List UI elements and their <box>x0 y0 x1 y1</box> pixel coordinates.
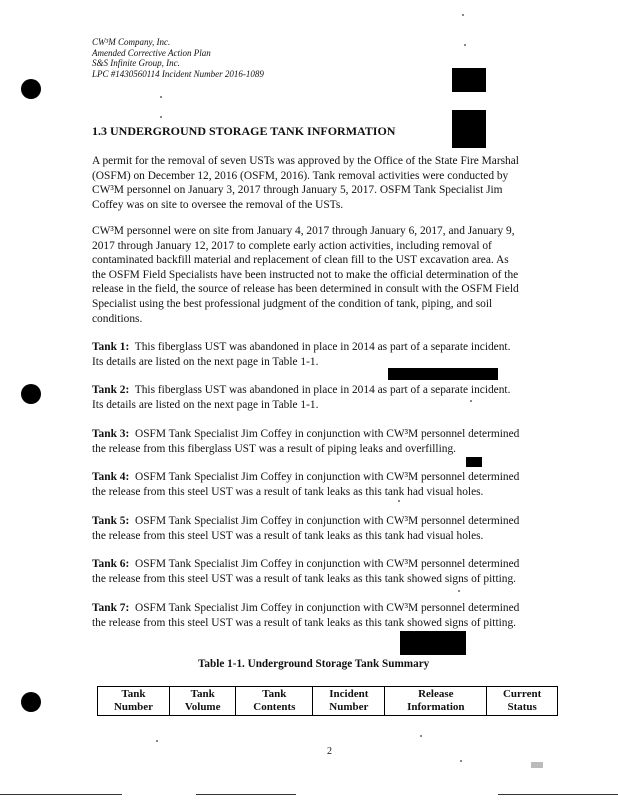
text-line: the release from this fiberglass UST was a result of piping leaks and overfilling. <box>92 442 456 455</box>
punch-hole-top <box>21 79 41 99</box>
header-incident: LPC #1430560114 Incident Number 2016-1089 <box>92 68 264 79</box>
col-tank-volume: Tank Volume <box>169 687 235 716</box>
redaction-bar-4 <box>466 457 482 467</box>
scan-artifact <box>531 762 543 768</box>
text-line: release in the field, the source of release has been determined in consult with the OSFM Field <box>92 283 519 296</box>
redaction-block-5 <box>400 631 466 655</box>
scan-speck <box>160 96 162 98</box>
text-line: This fiberglass UST was abandoned in place in 2014 as part of a separate incident. <box>134 384 511 396</box>
tank-label: Tank 2: <box>92 384 130 396</box>
text-line: the OSFM Field Specialists have been instructed not to make the official determination of the <box>92 268 519 281</box>
scan-edge-line-left <box>0 794 122 795</box>
tank-label: Tank 5: <box>92 515 130 527</box>
text-line: Coffey was on site to oversee the removal of the USTs. <box>92 198 344 211</box>
tank-7-paragraph <box>92 601 572 630</box>
redaction-block-2 <box>452 110 486 148</box>
tank-label: Tank 4: <box>92 471 130 483</box>
col-current-status: Current Status <box>487 687 558 716</box>
text-line: OSFM Tank Specialist Jim Coffey in conjunction with CW³M personnel determined <box>134 428 520 440</box>
tank-5-paragraph <box>92 514 572 543</box>
text-line: the release from this steel UST was a result of tank leaks as this tank showed signs of pitting. <box>92 616 517 629</box>
text-line: CW³M personnel were on site from January 4, 2017 through January 6, 2017, and January 9, <box>92 225 515 237</box>
scan-speck <box>420 735 422 737</box>
scan-edge-line-right <box>498 794 618 795</box>
text-line: the release from this steel UST was a result of tank leaks as this tank had visual holes. <box>92 529 484 542</box>
col-tank-contents: Tank Contents <box>236 687 313 716</box>
punch-hole-bottom <box>21 692 41 712</box>
text-line: 2017 through January 12, 2017 to complete early action activities, including removal of <box>92 239 492 252</box>
text-line: the release from this steel UST was a result of tank leaks as this tank showed signs of pitting. <box>92 572 517 585</box>
scan-speck <box>398 500 400 502</box>
text-line: (OSFM) on December 12, 2016 (OSFM, 2016). Tank removal activities were conducted by <box>92 169 509 182</box>
scan-edge-line-center <box>196 794 296 795</box>
text-line: CW³M personnel on January 3, 2017 through January 5, 2017. OSFM Tank Specialist Jim <box>92 184 503 197</box>
text-line: OSFM Tank Specialist Jim Coffey in conjunction with CW³M personnel determined <box>134 515 520 527</box>
col-tank-number: Tank Number <box>98 687 170 716</box>
header-plan: Amended Corrective Action Plan <box>92 47 211 58</box>
text-line: OSFM Tank Specialist Jim Coffey in conjunction with CW³M personnel determined <box>134 558 520 570</box>
text-line: the release from this steel UST was a result of tank leaks as this tank had visual holes. <box>92 485 484 498</box>
tank-1-paragraph <box>92 340 572 369</box>
ust-summary-table <box>97 686 558 716</box>
tank-4-paragraph <box>92 470 572 499</box>
scan-speck <box>464 44 466 46</box>
personnel-paragraph <box>92 224 572 326</box>
redaction-block-1 <box>452 68 486 92</box>
tank-2-paragraph <box>92 383 572 412</box>
scan-speck <box>462 14 464 16</box>
table-caption: Table 1-1. Underground Storage Tank Summary <box>198 658 430 670</box>
text-line: OSFM Tank Specialist Jim Coffey in conjunction with CW³M personnel determined <box>134 602 520 614</box>
text-line: Its details are listed on the next page in Table 1-1. <box>92 355 319 368</box>
text-line: Its details are listed on the next page in Table 1-1. <box>92 398 319 411</box>
text-line: conditions. <box>92 312 143 325</box>
punch-hole-middle <box>21 384 41 404</box>
tank-label: Tank 6: <box>92 558 130 570</box>
tank-label: Tank 7: <box>92 602 130 614</box>
scan-speck <box>156 740 158 742</box>
header-client: S&S Infinite Group, Inc. <box>92 58 180 68</box>
running-header <box>92 37 264 79</box>
header-company: CW³M Company, Inc. <box>92 37 171 47</box>
table-header-row <box>98 687 558 716</box>
text-line: A permit for the removal of seven USTs was approved by the Office of the State Fire Marshal <box>92 155 519 167</box>
text-line: OSFM Tank Specialist Jim Coffey in conjunction with CW³M personnel determined <box>134 471 520 483</box>
scan-speck <box>460 760 462 762</box>
redaction-bar-3 <box>388 368 498 380</box>
tank-label: Tank 1: <box>92 341 130 353</box>
scan-speck <box>458 590 460 592</box>
text-line: This fiberglass UST was abandoned in place in 2014 as part of a separate incident. <box>134 341 511 353</box>
text-line: contaminated backfill material and replacement of clean fill to the UST excavation area. As <box>92 254 509 267</box>
tank-label: Tank 3: <box>92 428 130 440</box>
scan-speck <box>470 400 472 402</box>
intro-paragraph <box>92 154 572 212</box>
section-heading: 1.3 UNDERGROUND STORAGE TANK INFORMATION <box>92 124 396 138</box>
tank-3-paragraph <box>92 427 572 456</box>
col-incident-number: Incident Number <box>313 687 385 716</box>
tank-6-paragraph <box>92 557 572 586</box>
page-number: 2 <box>327 746 332 757</box>
col-release-information: Release Information <box>385 687 487 716</box>
text-line: Specialist using the best professional judgment of the condition of tank, piping, and soil <box>92 297 493 310</box>
scan-speck <box>160 116 162 118</box>
